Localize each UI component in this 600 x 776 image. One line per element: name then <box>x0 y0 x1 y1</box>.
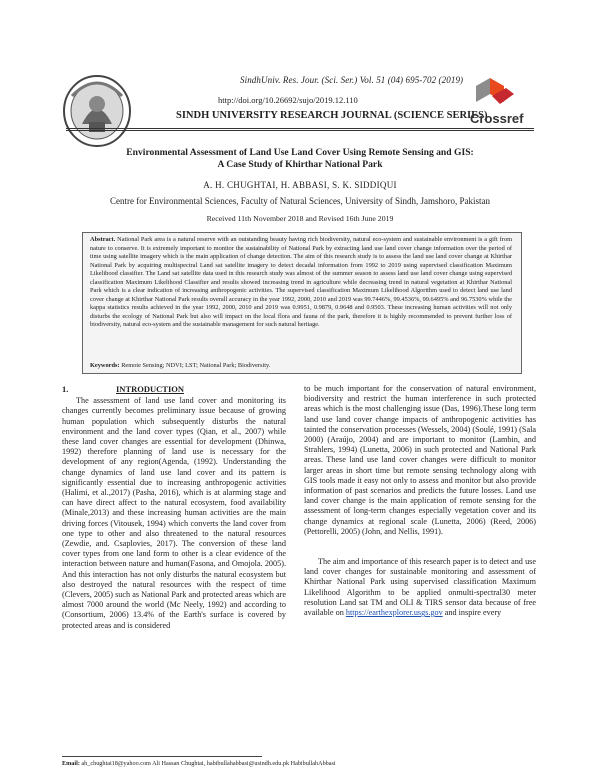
header-divider-secondary <box>66 130 534 131</box>
header-divider <box>66 128 534 129</box>
journal-name: SINDH UNIVERSITY RESEARCH JOURNAL (SCIENCE SERIES) <box>176 110 488 121</box>
email-text: ah_chughtai18@yahoo.com Ali Hassan Chughtai, habibullahabbasi@usindh.edu.pk HabibullahAbbasi <box>81 760 336 767</box>
title-line-2: A Case Study of Khirthar National Park <box>217 159 383 170</box>
received-dates: Received 11th November 2018 and Revised 16th June 2019 <box>206 214 394 223</box>
intro-paragraph-1: The assessment of land use land cover and monitoring its changes currently becomes preliminary issue because of growing human population which subsequently disturbs the natural environment and the land cover types (Qian, et al., 2007) while these land cover changes are essential for development (Dhinwa, 1992) therefore planning of land use is necessary for the development of any region(Agenda, (1992). Understanding the change dynamics of land use land cover and its pattern is significantly essential due to increasing anthropogenic activities (Halimi, et al.,2017) (Pasha, 2016), which is at alarming stage and can have direct affect to the natural ecosystem, food availability (Minale,2013) and these increasing human activities are the main driving forces (Vitousek, 1994) which converts the land cover from one type to other and also threatened to the natural resources (Zewdie, and. Csaplovies, 2017). The conversion of these land cover types from one land form to other is a clear evidence of the interaction between nature and human(Fasona, and Omojola. 2005). And this interaction has not only disturbs the natural ecosystem but also destroyed the natural resources with the respect of time (Clevers, 2005) such as National Park and protected areas which are almost 7000 around the world (Mc Neely, 1992) and according to (Consortium, 2006) 13.4% of the Earth's surface is covered by protected areas and is considered <box>62 396 286 630</box>
body-left-column <box>62 384 286 631</box>
keywords <box>90 362 512 369</box>
keywords-text: Remote Sensing; NDVI; LST; National Park; Biodiversity. <box>121 362 271 369</box>
intro-paragraph-3 <box>304 557 536 618</box>
university-seal-logo <box>62 74 132 148</box>
section-title: INTRODUCTION <box>116 384 185 394</box>
paper-title <box>60 147 540 171</box>
crossref-label[interactable]: Crossref <box>470 111 524 126</box>
earthexplorer-link[interactable]: https://earthexplorer.usgs.gov <box>345 608 443 618</box>
authors: A. H. CHUGHTAI, H. ABBASI, S. K. SIDDIQUI <box>203 180 397 190</box>
doi-link[interactable]: http://doi.org/10.26692/sujo/2019.12.110 <box>218 95 358 105</box>
footnote-divider <box>62 756 262 757</box>
section-heading <box>62 384 286 395</box>
intro-paragraph-2: to be much important for the conservation of natural environment, biodiversity and restrict the human interference in such protected areas which is the most challenging issue (Das, 1996).These long term land use land cover change impacts of anthropogenic activities has tainted the conservation processes (Wessels, 2004) (Soulé, 1991) (Sala 2000) (Araújo, 2004) and are important to monitor (Lambin, and Strahlers, 1994) (Lunetta, 2006) in such protected and National Park areas. These land use land cover changes were difficult to monitor larger areas in short time but remote sensing technology along with GIS tools made it easy not only to assess and monitor but also provide information of past scenarios and predicts the future losses. Land use land cover change is the main application of remote sensing for the assessment of long-term changes especially vegetation cover and its change dynamics at regional scale (Lunetta, 2006) (Reed, 2006) (Pettorelli, 2005) (John, and Nellis, 1991). <box>304 384 536 536</box>
crossref-logo-icon[interactable] <box>474 76 516 108</box>
affiliation: Centre for Environmental Sciences, Faculty of Natural Sciences, University of Sindh, Jamshoro, Pakistan <box>110 196 490 206</box>
paragraph-3-tail: and inspire every <box>442 608 502 618</box>
section-number: 1. <box>62 384 69 394</box>
email-label: Email: <box>62 760 80 767</box>
abstract-text: National Park area is a natural reserve with an outstanding beauty having rich biodiversity, natural eco-system and sustainable environment is a gift from nature to conserve. It is extremely important to monitor the sustainability of National Park by extracting land use land cover change information over the period of time using satellite imagery which is the main application of change detection. The aim of this research study is to assess the land use land cover change at Khirthar National Park by acquiring multispectral Land sat satellite imagery to detect decadal information from 1992 to 2019 using supervised classification Maximum Likelihood classifier. The Land sat satellite data used in this research study was almost of the summer season to assess land use land cover change using supervised classification Maximum Likelihood Classifier and results showed increasing trend in agriculture while decreasing trend in natural vegetation at Khirthar National Park which is a clear indication of increasing anthropogenic activities. The supervised classification Maximum Likelihood Algorithm used to detect land use land cover change at Khirthar National Park results overall accuracy in the year 1992, 2000, 2010 and 2019 was 99.7446%, 99.4536%, 99.6495% and 96.7530% while the kappa statistics results achieved in the year 1992, 2000, 2010 and 2019 was 0.9951, 0.9879, 0.9648 and 0.9503. These increasing human activities will not only disturbs the ecology of National Park but also will impact on the local flora and fauna of the park, therefore it is highly recommended to prevent further loss of biodiversity, natural eco-system and the sustainable management for such natural heritage. <box>90 236 512 328</box>
journal-citation: SindhUniv. Res. Jour. (Sci. Ser.) Vol. 51 (04) 695-702 (2019) <box>240 75 464 85</box>
abstract <box>90 236 512 330</box>
title-line-1: Environmental Assessment of Land Use Land Cover Using Remote Sensing and GIS: <box>126 147 474 158</box>
keywords-label: Keywords: <box>90 362 120 369</box>
paragraph-3-text: The aim and importance of this research paper is to detect and use land cover changes for sustainable monitoring and assessment of Khirthar National Park using supervised classification Maximum Likelihood Algorithm to be applied onmulti-spectral30 meter resolution Land sat TM and OLI & TIRS sensor data because of free available on <box>304 557 536 618</box>
abstract-label: Abstract. <box>90 236 116 243</box>
corresponding-email <box>62 760 542 767</box>
body-right-column <box>304 384 536 618</box>
